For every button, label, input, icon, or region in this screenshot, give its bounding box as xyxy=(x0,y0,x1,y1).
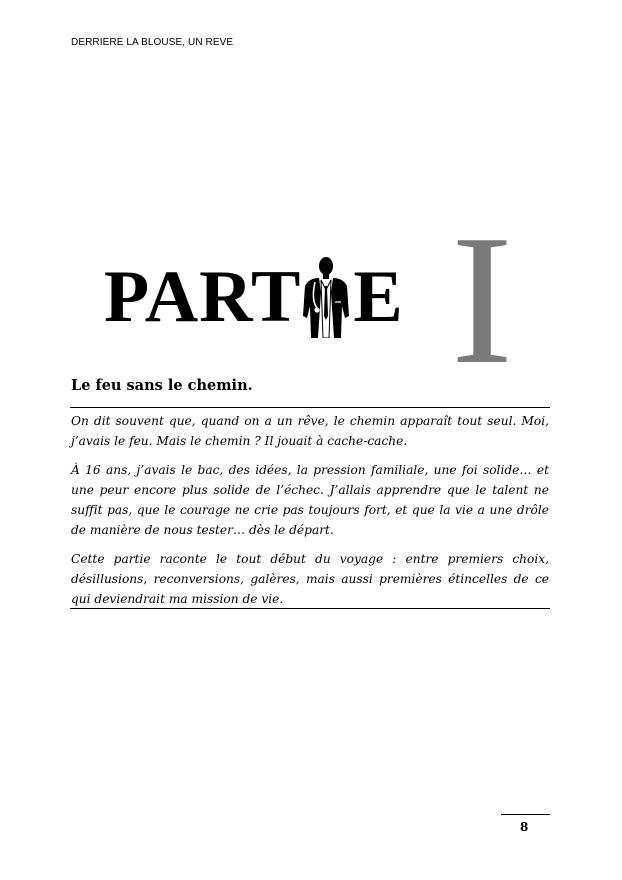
paragraph: À 16 ans, j’avais le bac, des idées, la pression familiale, une foi solide… et une peur encore plus solide de l’échec. J’allais apprendre que le talent ne suffit pas, que le courage ne crie pas toujours fort, et que la vie a une drôle de manière de nous tester… dès le départ. xyxy=(71,463,549,537)
page-number-rule xyxy=(501,814,550,815)
running-header: DERRIERE LA BLOUSE, UN REVE xyxy=(71,37,234,48)
page-number: 8 xyxy=(520,820,529,834)
top-rule-divider xyxy=(70,407,550,408)
paragraph: On dit souvent que, quand on a un rêve, le chemin apparaît tout seul. Moi, j’avais le feu. Mais le chemin ? Il jouait à cache-cache. xyxy=(71,414,549,448)
intro-text-block xyxy=(71,411,549,618)
part-title-left: PART xyxy=(104,256,302,338)
section-heading: Le feu sans le chemin. xyxy=(71,377,253,394)
bottom-rule-divider xyxy=(70,608,550,609)
doctor-figure-icon xyxy=(301,256,351,338)
part-numeral: I xyxy=(451,197,513,403)
part-title xyxy=(104,252,404,338)
paragraph: Cette partie raconte le tout début du voyage : entre premiers choix, désillusions, reconversions, galères, mais aussi premières étincelles de ce qui deviendrait ma mission de vie. xyxy=(71,552,549,606)
part-title-right: E xyxy=(353,256,404,338)
